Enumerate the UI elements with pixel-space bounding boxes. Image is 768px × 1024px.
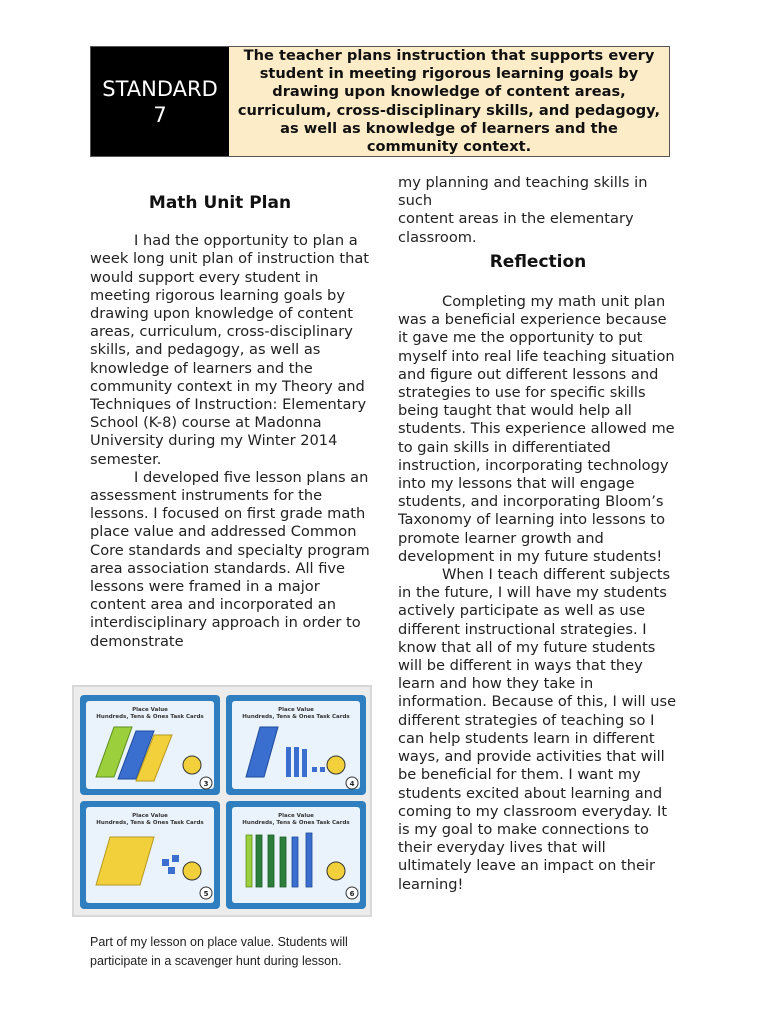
card-subtitle: Hundreds, Tens & Ones Task Cards xyxy=(96,714,204,720)
place-value-task-cards-photo xyxy=(72,685,372,917)
standard-header xyxy=(90,46,670,157)
standard-label-word: STANDARD xyxy=(102,76,218,101)
right-column xyxy=(398,174,678,894)
task-card-4 xyxy=(226,695,366,795)
left-paragraph-2: I developed five lesson plans an assessment instruments for the lessons. I focused on first grade math place value and addressed Common Core standards and specialty program area association standards. All five lessons were framed in a major content area and incorporated an interdisciplinary approach in order to demonstrate xyxy=(90,468,370,650)
standard-statement xyxy=(229,47,669,156)
task-cards-image xyxy=(74,687,370,915)
standard-number: 7 xyxy=(153,102,167,127)
card-title: Place Value xyxy=(278,707,314,713)
card-title: Place Value xyxy=(132,707,168,713)
card-number: 4 xyxy=(349,780,355,788)
card-subtitle: Hundreds, Tens & Ones Task Cards xyxy=(96,820,204,826)
left-column xyxy=(90,194,370,651)
card-number: 5 xyxy=(203,890,209,898)
caption-line-2: participate in a scavenger hunt during lesson. xyxy=(90,954,342,968)
task-card-6 xyxy=(226,801,366,909)
task-card-5 xyxy=(80,801,220,909)
card-number: 6 xyxy=(349,890,355,898)
card-title: Place Value xyxy=(278,813,314,819)
photo-caption xyxy=(90,933,380,971)
right-paragraph-1: Completing my math unit plan was a beneficial experience because it gave me the opportunity to put myself into real life teaching situation and figure out different lessons and strategies to use for specific skills being taught that would help all students. This experience allowed me to gain skills in differentiated instruction, incorporating technology into my lessons that will engage students, and incorporating Bloom’s Taxonomy of learning into lessons to promote learner growth and development in my future students! xyxy=(398,293,675,565)
card-subtitle: Hundreds, Tens & Ones Task Cards xyxy=(242,820,350,826)
card-title: Place Value xyxy=(132,813,168,819)
math-unit-plan-title: Math Unit Plan xyxy=(148,193,292,213)
card-number: 3 xyxy=(203,780,209,788)
continued-line-2: content areas in the elementary classroom. xyxy=(398,210,634,246)
card-subtitle: Hundreds, Tens & Ones Task Cards xyxy=(242,714,350,720)
left-paragraph-1: I had the opportunity to plan a week long unit plan of instruction that would support every student in meeting rigorous learning goals by drawing upon knowledge of content areas, curriculum, cross-disciplinary skills, and pedagogy, as well as knowledge of learners and the community context in my Theory and Techniques of Instruction: Elementary School (K-8) course at Madonna University during my Winter 2014 semester. xyxy=(90,232,370,468)
reflection-title: Reflection xyxy=(489,251,587,272)
right-paragraph-2: When I teach different subjects in the future, I will have my students actively participate as well as use different instructional strategies. I know that all of my future students will be different in ways that they learn and how they take in information. Because of this, I will use different strategies of teaching so I can help students learn in different ways, and provide activities that will be beneficial for them. I want my students excited about learning and coming to my classroom everyday. It is my goal to make connections to their everyday lives that will ultimately leave an impact on their learning! xyxy=(398,566,677,893)
task-card-3 xyxy=(80,695,220,795)
caption-line-1: Part of my lesson on place value. Students will xyxy=(90,935,348,949)
continued-line-1: my planning and teaching skills in such xyxy=(398,174,648,210)
standard-label xyxy=(91,47,229,156)
standard-statement-text: The teacher plans instruction that supports every student in meeting rigorous learning goals by drawing upon knowledge of content areas, curriculum, cross-disciplinary skills, and pedagogy, as well as knowledge of learners and the community context. xyxy=(237,46,661,155)
